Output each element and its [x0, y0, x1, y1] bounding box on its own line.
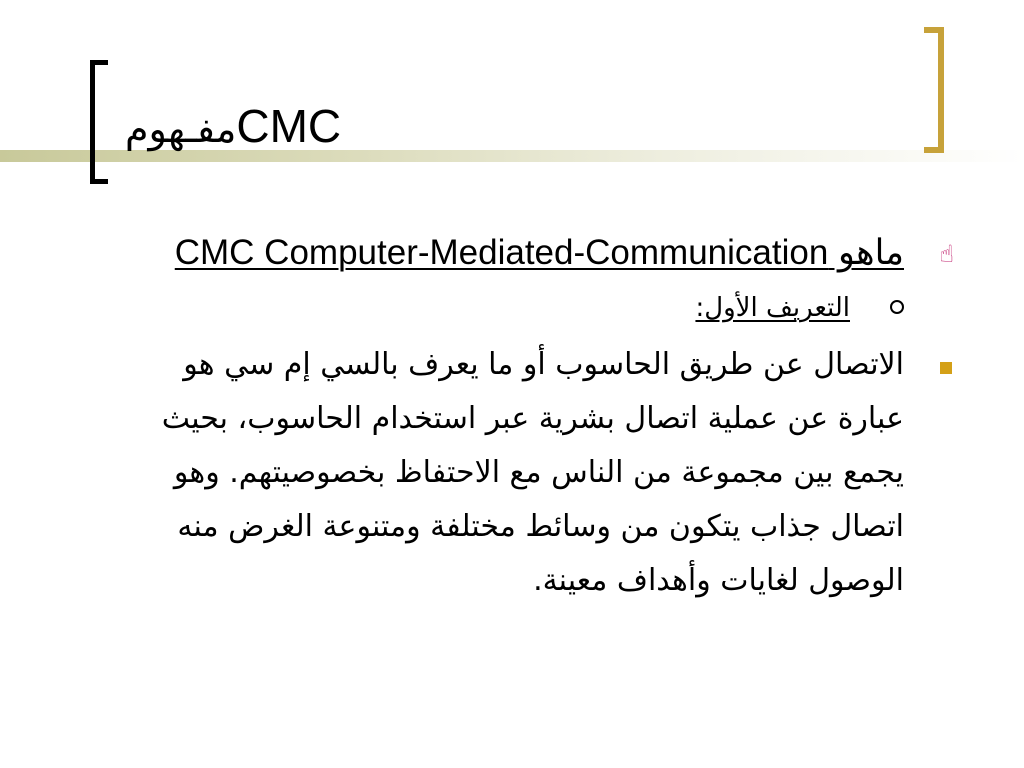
right-bracket-decoration: [924, 27, 944, 153]
bullet-text-1: ماهو CMC Computer-Mediated-Communication: [174, 233, 904, 272]
title-latin: CMC: [236, 100, 342, 152]
bullet-item-1: [114, 228, 954, 278]
slide-title: [125, 98, 341, 157]
bullet-text-2: التعريف الأول:: [695, 293, 850, 323]
hollow-circle-bullet-icon: [890, 300, 904, 314]
pointing-hand-icon: ☝: [939, 240, 954, 268]
slide-content: [114, 228, 954, 608]
bullet-item-2: [114, 290, 904, 326]
left-bracket-decoration: [90, 60, 108, 184]
title-arabic: مفـهوم: [125, 107, 237, 151]
bullet-item-3: [114, 338, 904, 608]
square-bullet-icon: [940, 362, 952, 374]
bullet-text-3: الاتصال عن طريق الحاسوب أو ما يعرف بالسي إم سي هو عبارة عن عملية اتصال بشرية عبر استخدام الحاسوب، بحيث يجمع بين مجموعة من الناس مع الاحتفاظ بخصوصيتهم. وهو اتصال جذاب يتكون من وسائط مختلفة ومتنوعة الغرض منه الوصول لغايات وأهداف معينة.: [161, 347, 904, 598]
